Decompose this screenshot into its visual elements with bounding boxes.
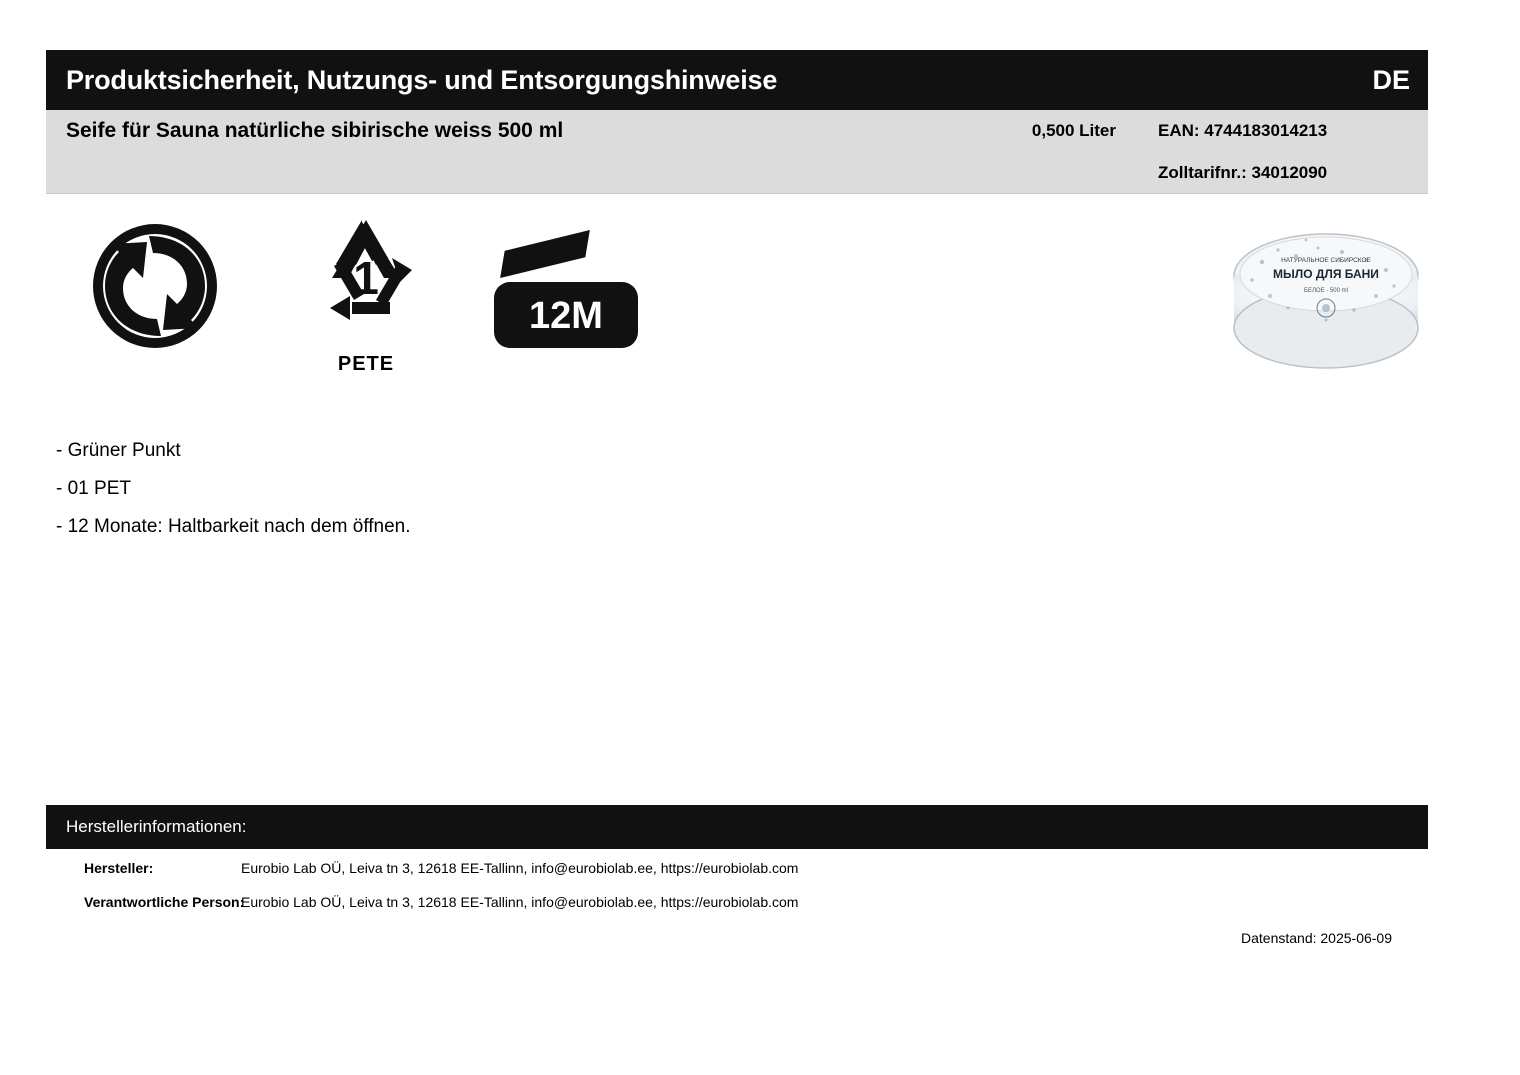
header-bar — [46, 50, 1428, 110]
svg-text:1: 1 — [353, 252, 379, 304]
product-ean: EAN: 4744183014213 — [1158, 121, 1328, 140]
pictogram-pet-recycling — [296, 216, 436, 376]
product-jar-photo-icon — [1226, 204, 1426, 384]
svg-text:МЫЛО ДЛЯ БАНИ: МЫЛО ДЛЯ БАНИ — [1273, 267, 1379, 281]
responsible-person-value: Eurobio Lab OÜ, Leiva tn 3, 12618 EE-Tallinn, info@eurobiolab.ee, https://eurobiolab.com — [241, 894, 799, 910]
pictogram-area — [46, 216, 1428, 416]
page-title: Produktsicherheit, Nutzungs- und Entsorgungshinweise — [66, 64, 778, 95]
product-name: Seife für Sauna natürliche sibirische weiss 500 ml — [66, 119, 564, 142]
responsible-person-row — [46, 894, 1428, 910]
notes-list — [46, 432, 1428, 546]
list-item: - 01 PET — [56, 478, 131, 499]
manufacturer-section-title: Herstellerinformationen: — [66, 817, 247, 836]
pictogram-green-dot — [70, 216, 240, 376]
manufacturer-section-header — [46, 805, 1428, 849]
pet-caption: PETE — [337, 353, 395, 375]
product-info-row-secondary — [46, 152, 1428, 194]
list-item: - 12 Monate: Haltbarkeit nach dem öffnen. — [56, 516, 411, 537]
product-info-row-primary — [46, 110, 1428, 152]
recycling-pet-icon — [296, 216, 436, 346]
responsible-person-label: Verantwortliche Person: — [84, 894, 245, 910]
product-info-band — [46, 110, 1428, 194]
manufacturer-value: Eurobio Lab OÜ, Leiva tn 3, 12618 EE-Tallinn, info@eurobiolab.ee, https://eurobiolab.com — [241, 860, 799, 876]
period-after-opening-icon — [492, 216, 652, 356]
manufacturer-row — [46, 860, 1428, 876]
green-dot-icon — [70, 216, 240, 371]
pictogram-period-after-opening — [492, 216, 652, 361]
product-volume: 0,500 Liter — [1031, 121, 1116, 140]
svg-text:БЕЛОЕ · 500 ml: БЕЛОЕ · 500 ml — [1304, 288, 1348, 294]
pictogram-row — [46, 216, 1428, 376]
pao-months-label: 12M — [529, 295, 603, 337]
manufacturer-rows — [46, 860, 1428, 928]
data-status-date: Datenstand: 2025-06-09 — [1241, 930, 1392, 946]
language-badge: DE — [1372, 64, 1410, 95]
manufacturer-label: Hersteller: — [84, 860, 154, 876]
list-item: - Grüner Punkt — [56, 440, 181, 461]
product-photo — [1226, 204, 1426, 384]
product-tariff-number: Zolltarifnr.: 34012090 — [1158, 163, 1328, 182]
product-safety-sheet — [46, 50, 1428, 546]
svg-text:НАТУРАЛЬНОЕ СИБИРСКОЕ: НАТУРАЛЬНОЕ СИБИРСКОЕ — [1281, 257, 1371, 264]
